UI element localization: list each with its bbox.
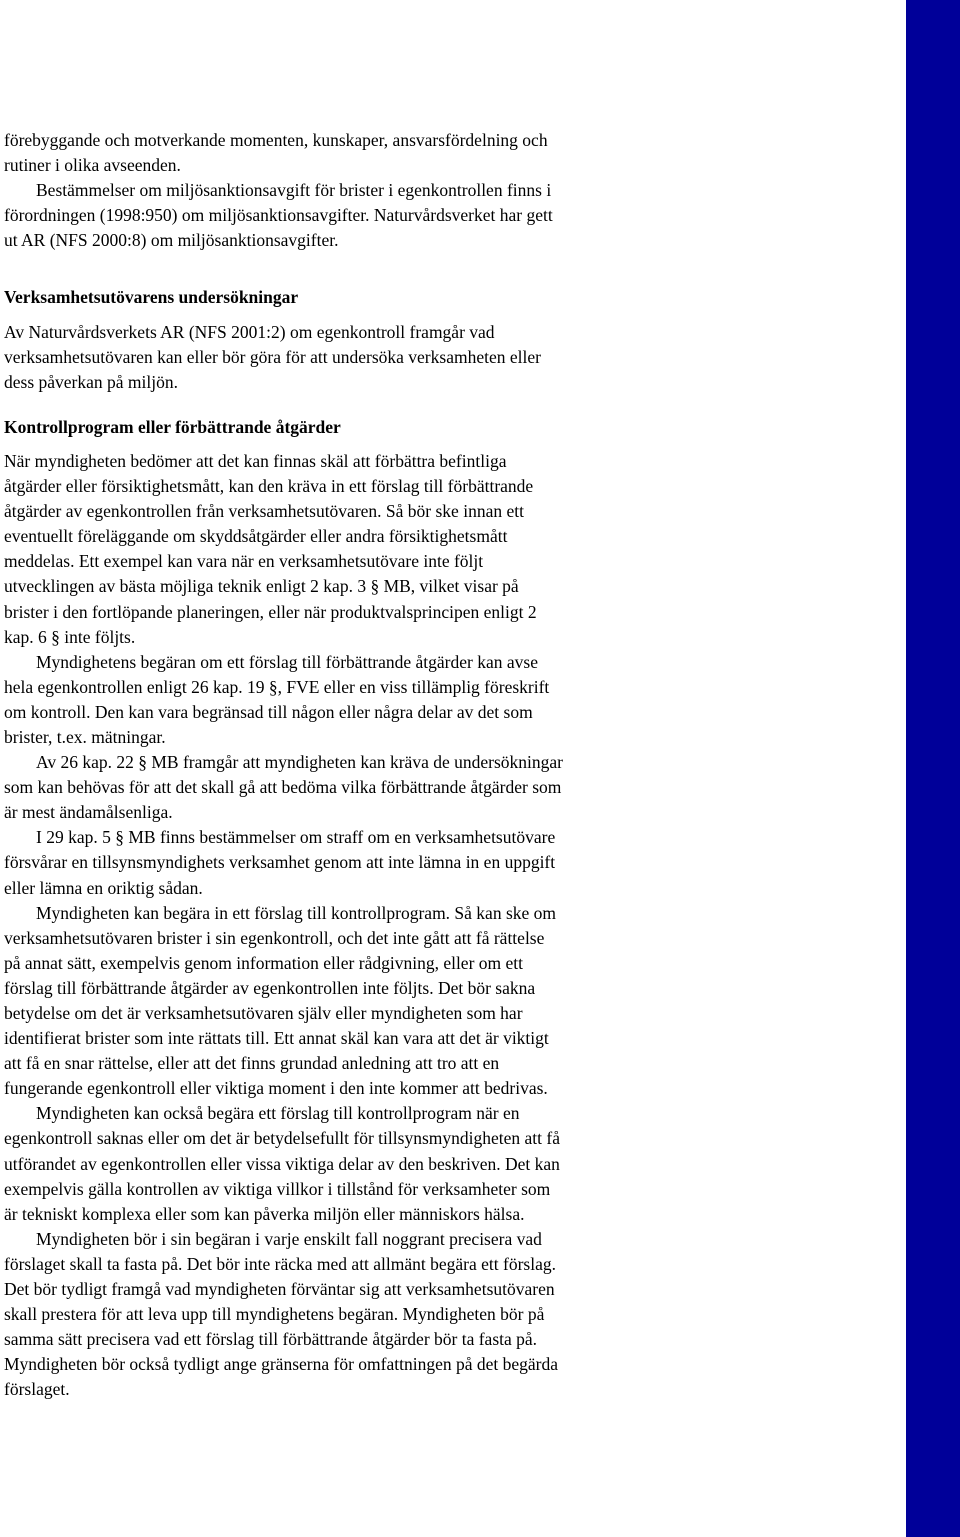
text-line: försvårar en tillsynsmyndighets verksamhet genom att inte lämna in en uppgift: [4, 852, 556, 873]
right-side-bar: [906, 0, 960, 1537]
section2-paragraph-7: [4, 1227, 904, 1403]
text-line: fungerande egenkontroll eller viktiga moment i den inte kommer att bedrivas.: [4, 1078, 548, 1099]
text-line: förslaget skall ta fasta på. Det bör inte räcka med att allmänt begära ett förslag.: [4, 1253, 556, 1274]
para2-line-3: ut AR (NFS 2000:8) om miljösanktionsavgifter.: [4, 230, 339, 251]
section2-paragraph-2: [4, 650, 904, 750]
section1-line-3: dess påverkan på miljön.: [4, 371, 178, 392]
section2-paragraph-5: [4, 901, 904, 1102]
para2-line-2: förordningen (1998:950) om miljösanktionsavgifter. Naturvårdsverket har gett: [4, 205, 553, 226]
para2-line-1: Bestämmelser om miljösanktionsavgift för brister i egenkontrollen finns i: [36, 180, 552, 201]
text-line: förslag till förbättrande åtgärder av egenkontrollen inte följts. Det bör sakna: [4, 977, 536, 998]
text-line: är mest ändamålsenliga.: [4, 802, 173, 823]
text-line: samma sätt precisera vad ett förslag till förbättrande åtgärder bör ta fasta på.: [4, 1329, 538, 1350]
intro-line-2: rutiner i olika avseenden.: [4, 155, 181, 176]
section-heading-kontrollprogram: Kontrollprogram eller förbättrande åtgärder: [4, 416, 341, 437]
text-line: Myndigheten bör i sin begäran i varje enskilt fall noggrant precisera vad: [36, 1228, 542, 1249]
text-line: egenkontroll saknas eller om det är betydelsefullt för tillsynsmyndigheten att få: [4, 1128, 560, 1149]
text-line: meddelas. Ett exempel kan vara när en verksamhetsutövare inte följt: [4, 551, 484, 572]
text-line: verksamhetsutövaren brister i sin egenkontroll, och det inte gått att få rättelse: [4, 927, 545, 948]
text-line: Det bör tydligt framgå vad myndigheten förväntar sig att verksamhetsutövaren: [4, 1279, 555, 1300]
text-line: Myndighetens begäran om ett förslag till förbättrande åtgärder kan avse: [36, 651, 538, 672]
section-heading-undersokningar: Verksamhetsutövarens undersökningar: [4, 287, 299, 308]
text-line: är tekniskt komplexa eller som kan påverka miljön eller människors hälsa.: [4, 1203, 525, 1224]
text-line: att få en snar rättelse, eller att det finns grundad anledning att tro att en: [4, 1053, 500, 1074]
text-line: brister i den fortlöpande planeringen, eller när produktvalsprincipen enligt 2: [4, 601, 537, 622]
text-line: Myndigheten bör också tydligt ange gränserna för omfattningen på det begärda: [4, 1354, 558, 1375]
text-line: betydelse om det är verksamhetsutövaren själv eller myndigheten som har: [4, 1003, 523, 1023]
intro-paragraph: [4, 128, 904, 178]
text-line: kap. 6 § inte följts.: [4, 626, 136, 647]
text-line: Myndigheten kan också begära ett förslag till kontrollprogram när en: [36, 1103, 520, 1124]
document-body: [4, 128, 904, 1403]
section2-paragraph-1: [4, 449, 904, 650]
text-line: om kontroll. Den kan vara begränsad till någon eller några delar av det som: [4, 701, 533, 722]
text-line: brister, t.ex. mätningar.: [4, 726, 166, 747]
section1-line-1: Av Naturvårdsverkets AR (NFS 2001:2) om egenkontroll framgår vad: [4, 321, 495, 342]
text-line: Av 26 kap. 22 § MB framgår att myndigheten kan kräva de undersökningar: [36, 752, 563, 773]
text-line: åtgärder av egenkontrollen från verksamhetsutövaren. Så bör ske innan ett: [4, 501, 524, 522]
text-line: utförandet av egenkontrollen eller vissa viktiga delar av den beskriven. Det kan: [4, 1153, 560, 1174]
section2-paragraph-4: [4, 825, 904, 900]
text-line: identifierat brister som inte rättats till. Ett annat skäl kan vara att det är viktigt: [4, 1028, 549, 1049]
text-line: på annat sätt, exempelvis genom information eller rådgivning, eller om ett: [4, 952, 524, 973]
text-line: Myndigheten kan begära in ett förslag till kontrollprogram. Så kan ske om: [36, 902, 557, 923]
text-line: skall prestera för att leva upp till myndighetens begäran. Myndigheten bör på: [4, 1304, 545, 1325]
intro-line-1: förebyggande och motverkande momenten, kunskaper, ansvarsfördelning och: [4, 130, 548, 150]
text-line: exempelvis gälla kontrollen av viktiga villkor i tillstånd för verksamheter som: [4, 1178, 551, 1199]
section2-paragraph-3: [4, 750, 904, 825]
text-line: eller lämna en oriktig sådan.: [4, 877, 203, 898]
text-line: utvecklingen av bästa möjliga teknik enligt 2 kap. 3 § MB, vilket visar på: [4, 576, 519, 597]
text-line: hela egenkontrollen enligt 26 kap. 19 §, FVE eller en viss tillämplig föreskrift: [4, 676, 550, 697]
text-line: När myndigheten bedömer att det kan finnas skäl att förbättra befintliga: [4, 450, 507, 471]
text-line: eventuellt föreläggande om skyddsåtgärder eller andra försiktighetsmått: [4, 526, 508, 547]
intro-paragraph-2: [4, 178, 904, 253]
section2-paragraph-6: [4, 1101, 904, 1226]
section1-paragraph: [4, 320, 904, 395]
text-line: förslaget.: [4, 1379, 70, 1400]
text-line: I 29 kap. 5 § MB finns bestämmelser om straff om en verksamhetsutövare: [36, 827, 556, 848]
text-line: som kan behövas för att det skall gå att bedöma vilka förbättrande åtgärder som: [4, 777, 562, 798]
text-line: åtgärder eller försiktighetsmått, kan den kräva in ett förslag till förbättrande: [4, 476, 534, 497]
section1-line-2: verksamhetsutövaren kan eller bör göra för att undersöka verksamheten eller: [4, 346, 541, 367]
